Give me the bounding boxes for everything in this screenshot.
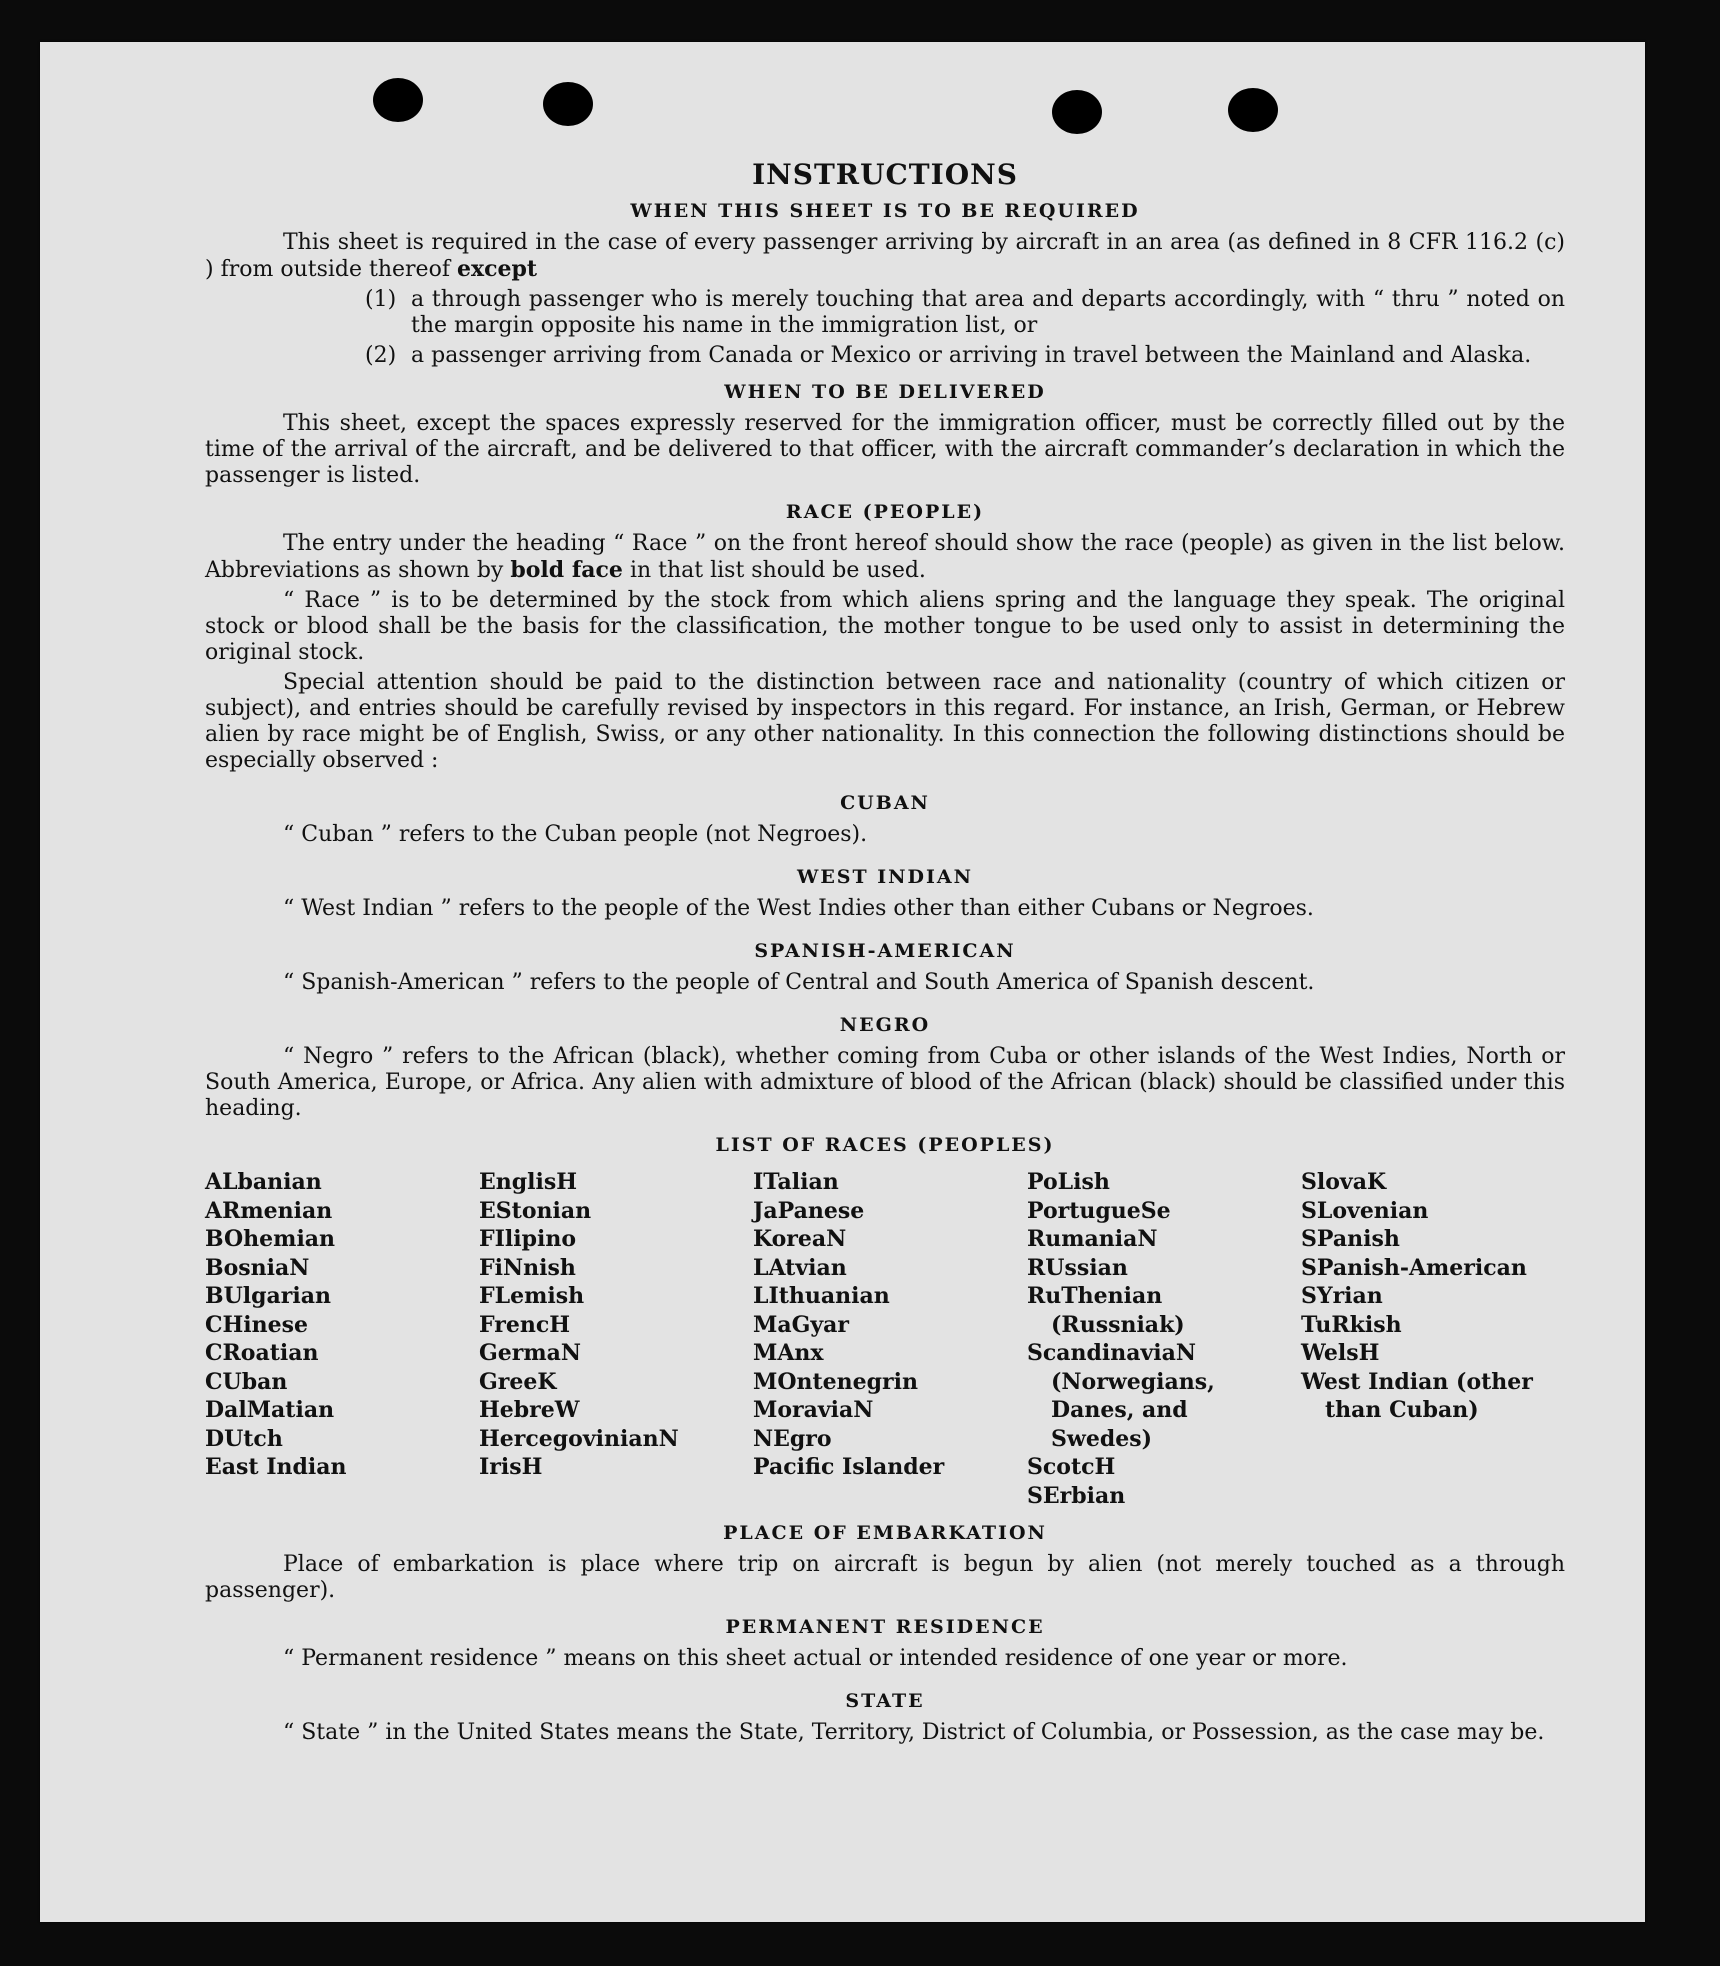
race-item: SLovenian — [1301, 1197, 1429, 1224]
paragraph-race-2: “ Race ” is to be determined by the stock from which aliens spring and the language they speak. The original stock or blood shall be the basis for the classification, the mother tongue to be used only to assist in determining the original stock. — [205, 588, 1565, 665]
race-item: IrisH — [479, 1454, 543, 1480]
list-item: (1) a through passenger who is merely touching that area and departs accordingly, with “ thru ” noted on the margin opposite his name in the immigration list, or — [365, 287, 1565, 338]
race-item: DUtch — [205, 1425, 283, 1452]
race-item: WelsH — [1301, 1340, 1380, 1366]
race-item: KoreaN — [753, 1226, 847, 1252]
race-item: ARmenian — [205, 1197, 333, 1224]
race-item: JaPanese — [753, 1197, 865, 1224]
paragraph-spanish-american: “ Spanish-American ” refers to the people of Central and South America of Spanish descent. — [283, 970, 1315, 995]
heading-when-delivered: WHEN TO BE DELIVERED — [724, 381, 1046, 403]
race-item: FLemish — [479, 1283, 585, 1309]
race-item: East Indian — [205, 1454, 347, 1480]
race-item: West Indian (other than Cuban) — [1301, 1368, 1533, 1423]
paragraph-negro: “ Negro ” refers to the African (black), whether coming from Cuba or other islands of the West Indies, North or South America, Europe, or Africa. Any alien with admixture of blood of the African (black) should be classified under this heading. — [205, 1044, 1565, 1121]
heading-permanent-residence: PERMANENT RESIDENCE — [725, 1616, 1045, 1638]
races-column — [205, 1168, 469, 1510]
race-item: GermaN — [479, 1340, 582, 1366]
race-item: SPanish-American — [1301, 1254, 1527, 1281]
race-item: ScandinaviaN (Norwegians, Danes, and Swedes) — [1027, 1340, 1215, 1452]
paragraph-place-of-embarkation: Place of embarkation is place where trip on aircraft is begun by alien (not merely touched as a through passenger). — [205, 1552, 1565, 1603]
race-item: FIlipino — [479, 1226, 577, 1252]
race-item: HebreW — [479, 1397, 580, 1423]
heading-cuban: CUBAN — [840, 792, 930, 814]
races-column — [1301, 1168, 1565, 1510]
race-item: ALbanian — [205, 1169, 322, 1195]
race-item: NEgro — [753, 1425, 832, 1452]
punch-hole — [543, 82, 593, 126]
race-item: ScotcH — [1027, 1454, 1116, 1480]
race-item: CUban — [205, 1368, 288, 1395]
paragraph-state: “ State ” in the United States means the State, Territory, District of Columbia, or Possession, as the case may be. — [283, 1720, 1545, 1745]
race-item: Pacific Islander — [753, 1454, 945, 1480]
document-sheet — [40, 42, 1645, 1922]
heading-list-of-races: LIST OF RACES (PEOPLES) — [715, 1134, 1055, 1156]
race-item: FrencH — [479, 1311, 570, 1338]
paragraph-when-required: This sheet is required in the case of every passenger arriving by aircraft in an area (as defined in 8 CFR 116.2 (c) ) from outside thereof except — [205, 230, 1565, 282]
paragraph-permanent-residence: “ Permanent residence ” means on this sheet actual or intended residence of one year or more. — [283, 1646, 1348, 1671]
race-item: EStonian — [479, 1197, 592, 1224]
heading-spanish-american: SPANISH-AMERICAN — [754, 940, 1016, 962]
race-item: CRoatian — [205, 1340, 319, 1366]
race-item: CHinese — [205, 1311, 309, 1338]
heading-race: RACE (PEOPLE) — [785, 501, 985, 523]
page-title: INSTRUCTIONS — [752, 158, 1018, 191]
races-column — [479, 1168, 743, 1510]
races-column — [753, 1168, 1017, 1510]
race-item: RumaniaN — [1027, 1226, 1158, 1252]
race-item: SlovaK — [1301, 1169, 1387, 1195]
race-item: TuRkish — [1301, 1311, 1402, 1338]
race-item: DalMatian — [205, 1397, 335, 1423]
race-item: BUlgarian — [205, 1283, 331, 1309]
paragraph-cuban: “ Cuban ” refers to the Cuban people (not Negroes). — [283, 822, 868, 847]
heading-place-of-embarkation: PLACE OF EMBARKATION — [723, 1522, 1047, 1544]
race-item: ITalian — [753, 1169, 839, 1195]
race-item: MaGyar — [753, 1311, 850, 1338]
paragraph-west-indian: “ West Indian ” refers to the people of the West Indies other than either Cubans or Negroes. — [283, 896, 1314, 921]
race-item: PoLish — [1027, 1169, 1110, 1195]
punch-hole — [1052, 90, 1102, 134]
race-item: PortugueSe — [1027, 1197, 1171, 1224]
races-column — [1027, 1168, 1291, 1510]
race-item: SPanish — [1301, 1226, 1400, 1252]
race-item: BosniaN — [205, 1254, 310, 1281]
race-item: MAnx — [753, 1340, 824, 1366]
heading-west-indian: WEST INDIAN — [796, 866, 974, 888]
punch-hole — [1228, 88, 1278, 132]
race-item: FiNnish — [479, 1254, 576, 1281]
list-item: (2) a passenger arriving from Canada or Mexico or arriving in travel between the Mainland and Alaska. — [365, 343, 1532, 368]
instructions-content — [205, 158, 1565, 1750]
race-item: MOntenegrin — [753, 1368, 918, 1395]
race-item: SYrian — [1301, 1283, 1383, 1309]
race-item: HercegovinianN — [479, 1425, 679, 1452]
heading-negro: NEGRO — [839, 1014, 931, 1036]
race-item: BOhemian — [205, 1226, 336, 1252]
paragraph-when-delivered: This sheet, except the spaces expressly reserved for the immigration officer, must be correctly filled out by the time of the arrival of the aircraft, and be delivered to that officer, with the aircraft commander’s declaration in which the passenger is listed. — [205, 411, 1565, 488]
race-item: RuThenian (Russniak) — [1027, 1283, 1185, 1338]
race-item: EnglisH — [479, 1169, 578, 1195]
race-item: LIthuanian — [753, 1283, 890, 1309]
race-item: RUssian — [1027, 1254, 1128, 1281]
paragraph-race-1: The entry under the heading “ Race ” on the front hereof should show the race (people) as given in the list below. Abbreviations as shown by bold face in that list should be used. — [205, 531, 1565, 583]
paragraph-race-3: Special attention should be paid to the distinction between race and nationality (country of which citizen or subject), and entries should be carefully revised by inspectors in this regard. For instance, an Irish, German, or Hebrew alien by race might be of English, Swiss, or any other nationality. In this connection the following distinctions should be especially observed : — [205, 670, 1565, 773]
punch-hole — [373, 78, 423, 122]
race-item: MoraviaN — [753, 1397, 874, 1423]
race-item: SErbian — [1027, 1482, 1126, 1509]
race-item: LAtvian — [753, 1254, 847, 1281]
races-list — [205, 1168, 1565, 1510]
heading-when-required: WHEN THIS SHEET IS TO BE REQUIRED — [630, 200, 1140, 222]
heading-state: STATE — [845, 1690, 925, 1712]
race-item: GreeK — [479, 1368, 557, 1395]
